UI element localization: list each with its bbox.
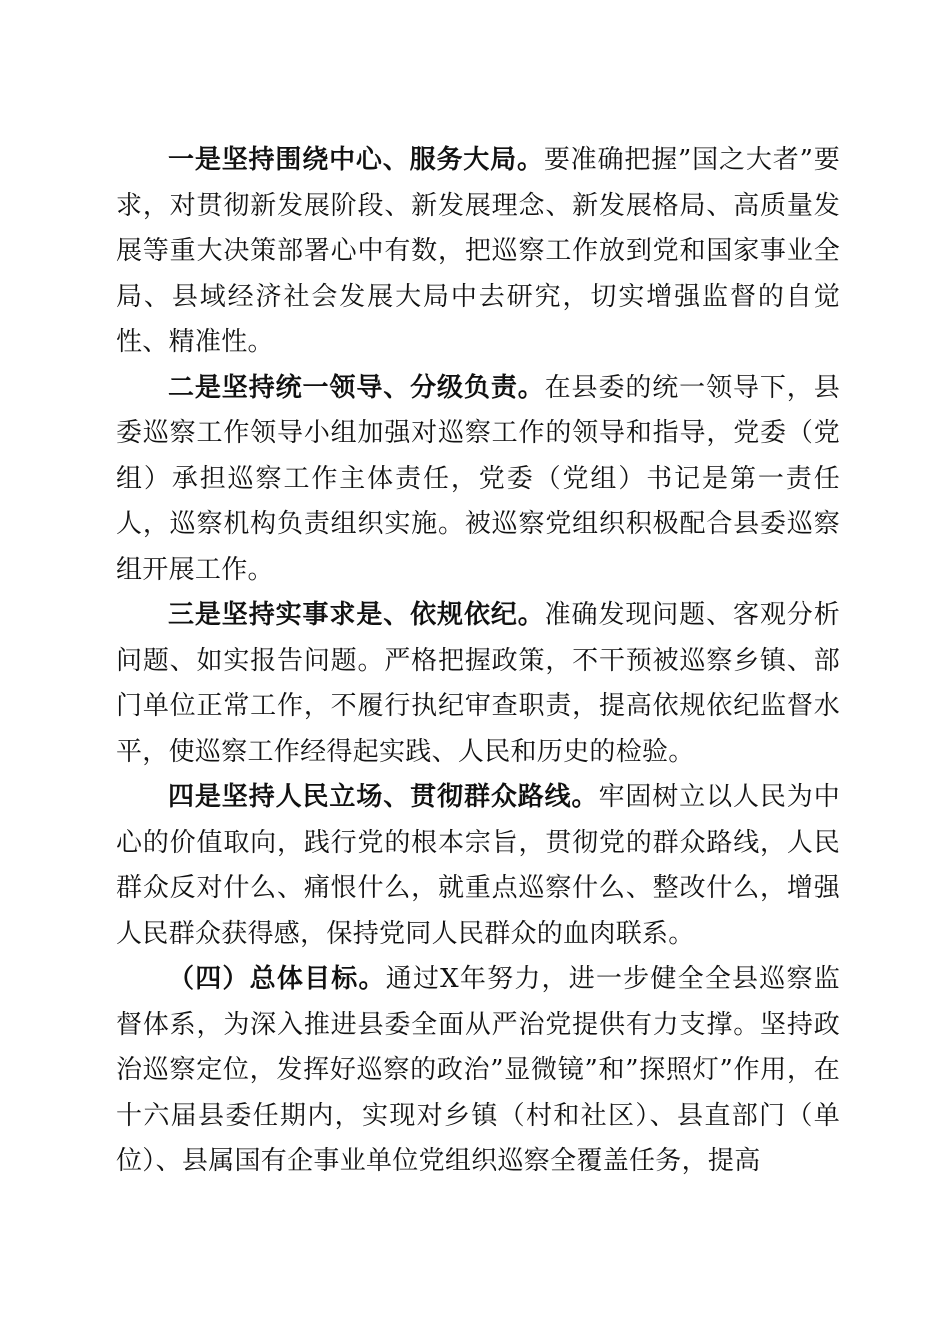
paragraph-overall-goal [116,957,840,1185]
paragraph-heading: 一是坚持围绕中心、服务大局。 [168,145,544,175]
paragraph-heading: 二是坚持统一领导、分级负责。 [168,372,545,403]
paragraph-text: 通过X年努力，进一步健全全县巡察监督体系，为深入推进县委全面从严治党提供有力支撑。坚持政治巡察定位，发挥好巡察的政治”显微镜”和”探照灯”作用，在十六届县委任期内，实现对乡镇（村和社区）、县直部门（单位）、县属国有企事业单位党组织巡察全覆盖任务，提高 [116,964,840,1176]
paragraph-heading: 三是坚持实事求是、依规依纪。 [168,600,545,630]
paragraph-text: 在县委的统一领导下，县委巡察工作领导小组加强对巡察工作的领导和指导，党委（党组）承担巡察工作主体责任，党委（党组）书记是第一责任人，巡察机构负责组织实施。被巡察党组织积极配合县委巡察组开展工作。 [116,372,840,585]
paragraph-heading: 四是坚持人民立场、贯彻群众路线。 [168,782,599,812]
paragraph-principle-1 [116,138,840,366]
document-body [116,138,840,1185]
paragraph-principle-4 [116,775,840,957]
paragraph-text: 牢固树立以人民为中心的价值取向，践行党的根本宗旨，贯彻党的群众路线，人民群众反对什么、痛恨什么，就重点巡察什么、整改什么，增强人民群众获得感，保持党同人民群众的血肉联系。 [116,782,840,949]
paragraph-principle-2 [116,366,840,594]
paragraph-text: 准确发现问题、客观分析问题、如实报告问题。严格把握政策，不干预被巡察乡镇、部门单位正常工作，不履行执纪审查职责，提高依规依纪监督水平，使巡察工作经得起实践、人民和历史的检验。 [116,600,840,767]
paragraph-text: 要准确把握”国之大者”要求，对贯彻新发展阶段、新发展理念、新发展格局、高质量发展等重大决策部署心中有数，把巡察工作放到党和国家事业全局、县域经济社会发展大局中去研究，切实增强监督的自觉性、精准性。 [116,145,841,357]
paragraph-heading: （四）总体目标。 [168,964,386,994]
paragraph-principle-3 [116,593,840,775]
